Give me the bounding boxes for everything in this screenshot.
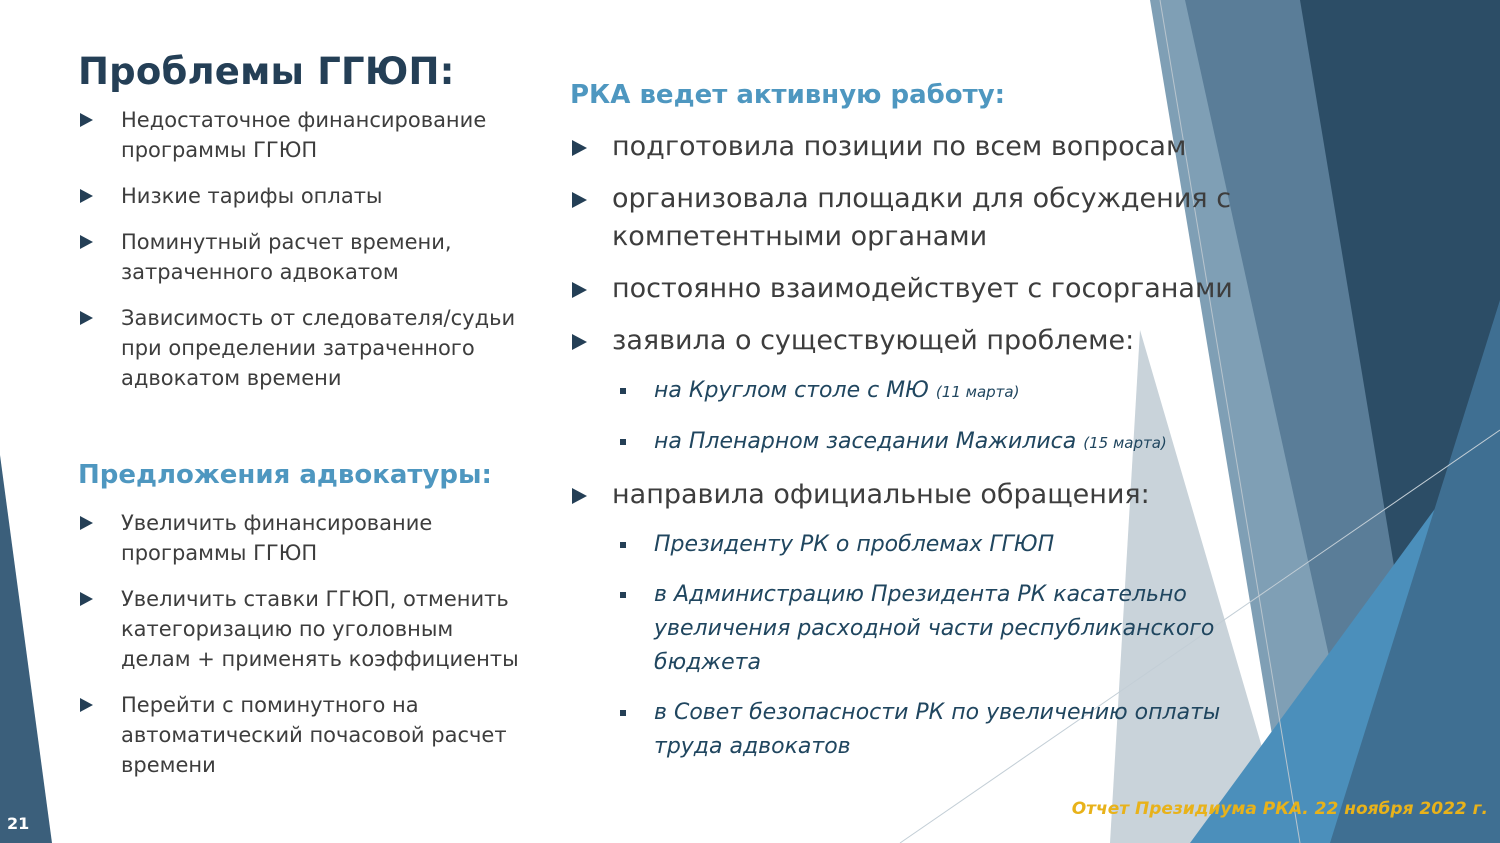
proposals-heading: Предложения адвокатуры: [78, 460, 492, 490]
square-bullet-icon [620, 388, 626, 394]
list-item [80, 584, 520, 674]
action-text: организовала площадки для обсуждения с компетентными органами [612, 183, 1232, 252]
list-item-text: Перейти с поминутного на автоматический почасовой расчет времени [121, 693, 507, 777]
sub-item [572, 696, 1272, 764]
statements-sublist [572, 374, 1272, 460]
square-bullet-icon [620, 439, 626, 445]
action-text: направила официальные обращения: [612, 479, 1150, 510]
list-item [80, 690, 520, 780]
proposals-list [80, 508, 520, 796]
action-text: заявила о существующей проблеме: [612, 325, 1135, 356]
list-item-text: Увеличить ставки ГГЮП, отменить категоризацию по уголовным делам + применять коэффициенты [121, 587, 519, 671]
list-item [80, 181, 520, 211]
action-item [572, 270, 1272, 308]
slide-title: Проблемы ГГЮП: [78, 50, 455, 93]
list-item-text: Низкие тарифы оплаты [121, 184, 383, 208]
page-number: 21 [7, 814, 30, 833]
arrow-bullet-icon [80, 311, 93, 325]
sub-item-note: (15 марта) [1083, 434, 1167, 452]
sub-item-text: на Пленарном заседании Мажилиса [654, 429, 1077, 454]
sub-item [572, 528, 1272, 562]
arrow-bullet-icon [572, 334, 587, 350]
arrow-bullet-icon [572, 140, 587, 156]
square-bullet-icon [620, 542, 626, 548]
sub-item-text: на Круглом столе с МЮ [654, 378, 929, 403]
list-item-text: Увеличить финансирование программы ГГЮП [121, 511, 433, 565]
appeals-sublist [572, 528, 1272, 764]
sub-item [572, 374, 1272, 409]
sub-item-text: в Совет безопасности РК по увеличению оплаты труда адвокатов [654, 700, 1221, 759]
list-item-text: Недостаточное финансирование программы ГГЮП [121, 108, 487, 162]
arrow-bullet-icon [80, 235, 93, 249]
action-item [572, 128, 1272, 166]
list-item [80, 508, 520, 568]
square-bullet-icon [620, 592, 626, 598]
deco-shape-left [0, 455, 52, 843]
list-item-text: Поминутный расчет времени, затраченного адвокатом [121, 230, 452, 284]
sub-item-note: (11 марта) [935, 383, 1020, 401]
arrow-bullet-icon [572, 192, 587, 208]
square-bullet-icon [620, 710, 626, 716]
rka-heading: РКА ведет активную работу: [570, 80, 1006, 110]
arrow-bullet-icon [572, 282, 587, 298]
action-text: постоянно взаимодействует с госорганами [612, 273, 1233, 304]
list-item [80, 227, 520, 287]
action-item [572, 322, 1272, 460]
sub-item-text: Президенту РК о проблемах ГГЮП [654, 532, 1055, 557]
arrow-bullet-icon [572, 488, 587, 504]
action-item [572, 180, 1272, 256]
footer-caption: Отчет Президиума РКА. 22 ноября 2022 г. [1071, 799, 1488, 819]
sub-item-text: в Администрацию Президента РК касательно увеличения расходной части республиканского бюджета [654, 582, 1215, 675]
action-text: подготовила позиции по всем вопросам [612, 131, 1187, 162]
arrow-bullet-icon [80, 698, 93, 712]
actions-list [572, 128, 1272, 780]
sub-item [572, 578, 1272, 680]
arrow-bullet-icon [80, 516, 93, 530]
arrow-bullet-icon [80, 189, 93, 203]
list-item [80, 105, 520, 165]
arrow-bullet-icon [80, 113, 93, 127]
sub-item [572, 425, 1272, 460]
list-item [80, 303, 520, 393]
action-item [572, 476, 1272, 764]
arrow-bullet-icon [80, 592, 93, 606]
problems-list [80, 105, 520, 409]
list-item-text: Зависимость от следователя/судьи при определении затраченного адвокатом времени [121, 306, 516, 390]
